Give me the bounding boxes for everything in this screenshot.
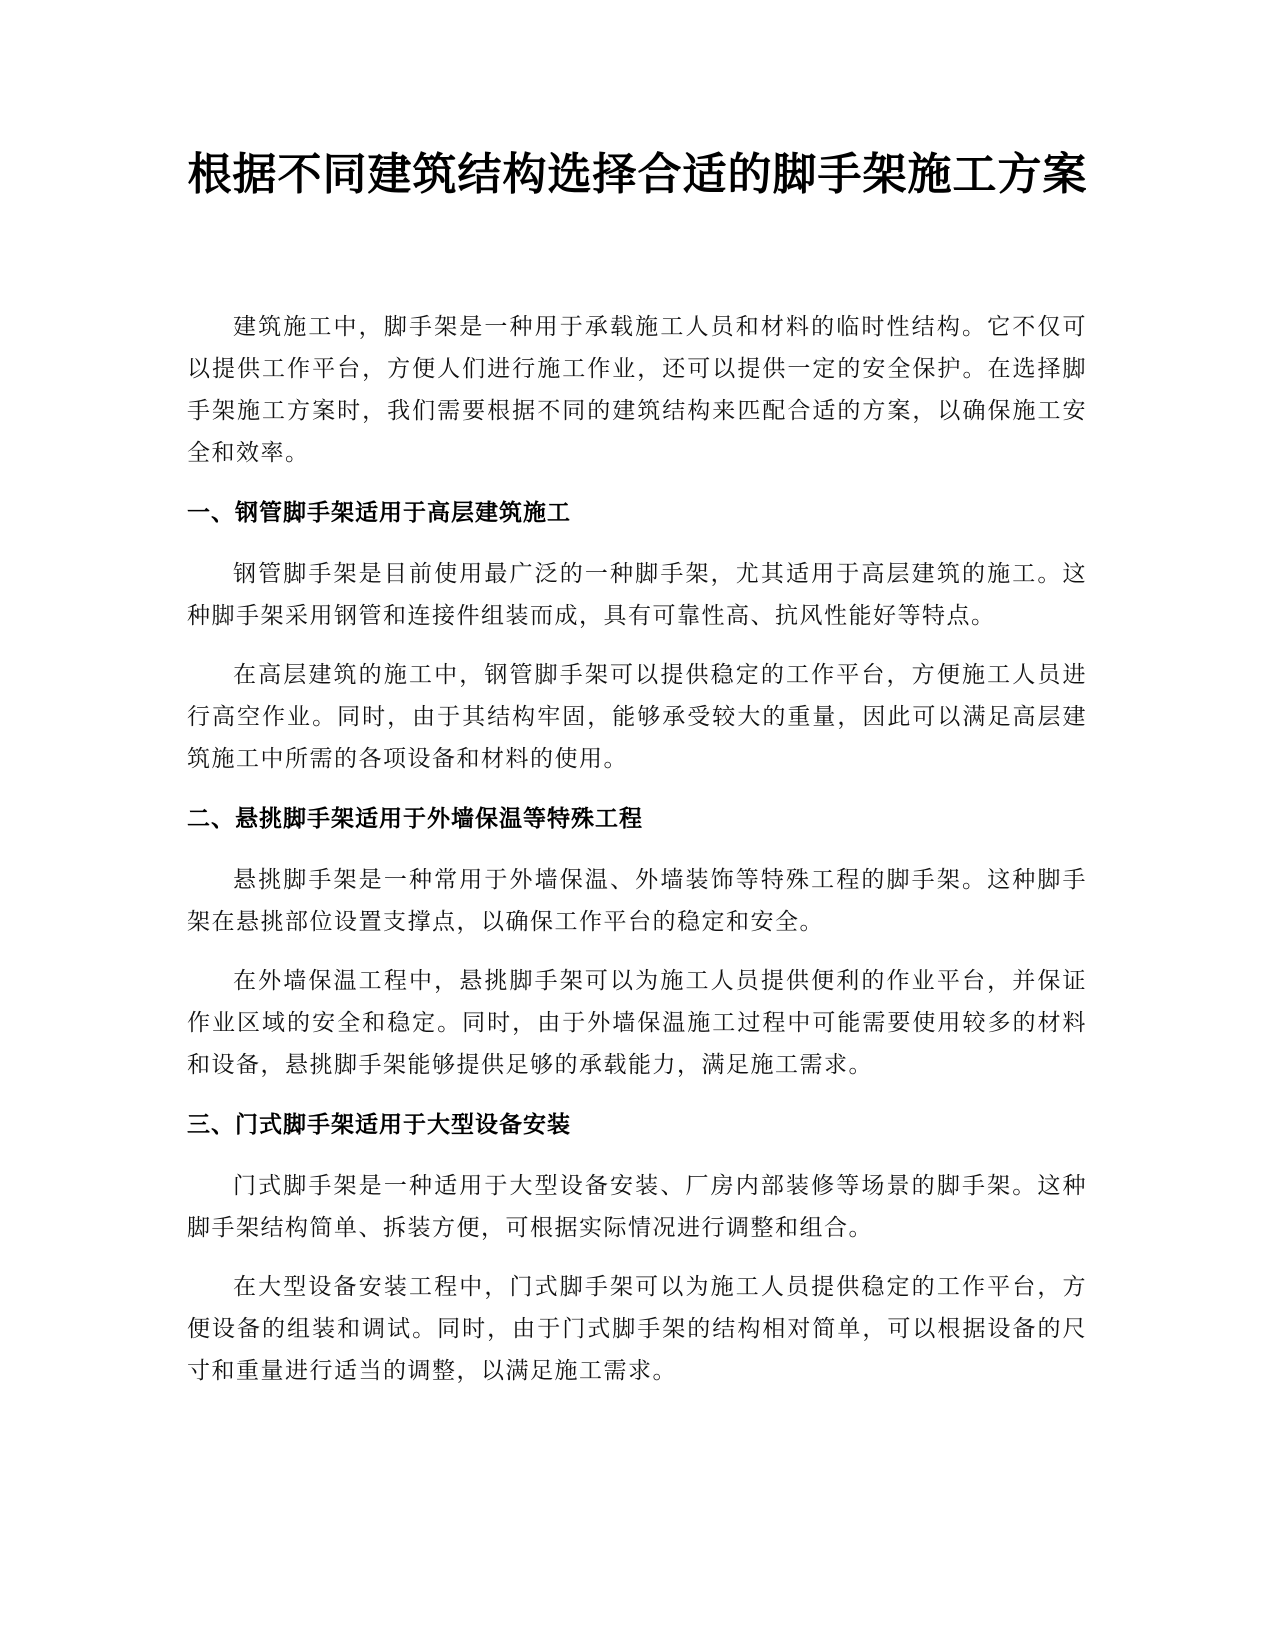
document-title: 根据不同建筑结构选择合适的脚手架施工方案: [187, 149, 1088, 200]
intro-paragraph: 建筑施工中，脚手架是一种用于承载施工人员和材料的临时性结构。它不仅可以提供工作平台，方便人们进行施工作业，还可以提供一定的安全保护。在选择脚手架施工方案时，我们需要根据不同的建筑结构来匹配合适的方案，以确保施工安全和效率。: [187, 314, 1087, 466]
section-3-paragraph-2: 在大型设备安装工程中，门式脚手架可以为施工人员提供稳定的工作平台，方便设备的组装和调试。同时，由于门式脚手架的结构相对简单，可以根据设备的尺寸和重量进行适当的调整，以满足施工需求。: [187, 1274, 1087, 1384]
section-2-heading: 二、悬挑脚手架适用于外墙保温等特殊工程: [187, 806, 643, 832]
section-2-paragraph-1: 悬挑脚手架是一种常用于外墙保温、外墙装饰等特殊工程的脚手架。这种脚手架在悬挑部位设置支撑点，以确保工作平台的稳定和安全。: [187, 867, 1087, 935]
section-1-paragraph-2: 在高层建筑的施工中，钢管脚手架可以提供稳定的工作平台，方便施工人员进行高空作业。同时，由于其结构牢固，能够承受较大的重量，因此可以满足高层建筑施工中所需的各项设备和材料的使用。: [187, 662, 1087, 772]
section-1-heading: 一、钢管脚手架适用于高层建筑施工: [187, 500, 571, 526]
section-2-paragraph-2: 在外墙保温工程中，悬挑脚手架可以为施工人员提供便利的作业平台，并保证作业区域的安全和稳定。同时，由于外墙保温施工过程中可能需要使用较多的材料和设备，悬挑脚手架能够提供足够的承载能力，满足施工需求。: [187, 968, 1087, 1078]
section-3-paragraph-1: 门式脚手架是一种适用于大型设备安装、厂房内部装修等场景的脚手架。这种脚手架结构简单、拆装方便，可根据实际情况进行调整和组合。: [187, 1173, 1087, 1241]
section-1-paragraph-1: 钢管脚手架是目前使用最广泛的一种脚手架，尤其适用于高层建筑的施工。这种脚手架采用钢管和连接件组装而成，具有可靠性高、抗风性能好等特点。: [187, 561, 1087, 629]
section-3-heading: 三、门式脚手架适用于大型设备安装: [187, 1112, 571, 1138]
